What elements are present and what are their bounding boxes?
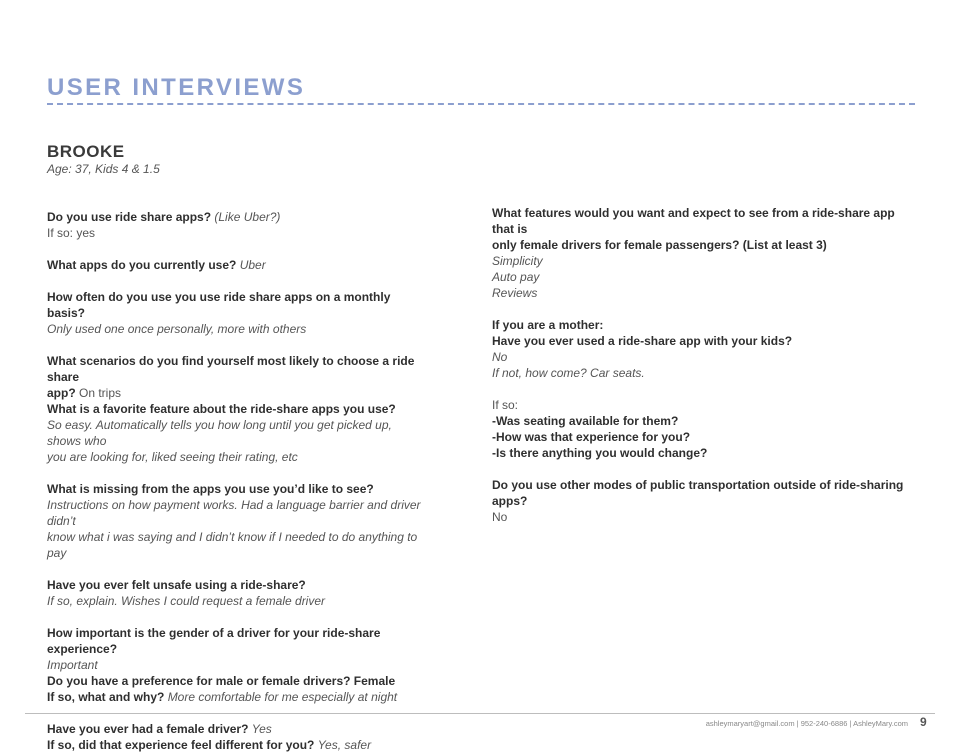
question-line — [47, 257, 427, 273]
answer-line: Instructions on how payment works. Had a language barrier and driver didn’t — [47, 498, 421, 528]
question-line: Have you ever used a ride-share app with your kids? — [492, 334, 793, 348]
footer-contact: ashleymaryart@gmail.com | 952-240-6886 | AshleyMary.com — [705, 719, 908, 728]
question-line: What is missing from the apps you use you’d like to see? — [47, 482, 374, 496]
answer-line: Auto pay — [492, 270, 540, 284]
answer-line: No — [492, 510, 508, 524]
question-text: If so, did that experience feel different for you? — [47, 738, 318, 752]
spacer — [47, 337, 427, 353]
title-divider — [47, 103, 915, 105]
answer-line: If so: yes — [47, 226, 96, 240]
page-number: 9 — [920, 715, 927, 729]
spacer — [47, 609, 427, 625]
question-line: How important is the gender of a driver for your ride-share experience? — [47, 626, 381, 656]
question-line — [47, 385, 427, 401]
question-line: If so: — [492, 398, 519, 412]
spacer — [492, 461, 907, 477]
answer-text: Yes, safer — [317, 738, 372, 752]
question-text: app? — [47, 386, 79, 400]
question-text: Have you ever had a female driver? — [47, 722, 252, 736]
answer-line: Only used one once personally, more with others — [47, 322, 307, 336]
answer-line: If so, explain. Wishes I could request a female driver — [47, 594, 326, 608]
answer-line: No — [492, 350, 508, 364]
page-title: USER INTERVIEWS — [47, 74, 306, 101]
spacer — [492, 301, 907, 317]
left-column — [47, 209, 427, 753]
spacer — [47, 241, 427, 257]
answer-text: More comfortable for me especially at night — [167, 690, 398, 704]
answer-line: know what i was saying and I didn’t know if I needed to do anything to pay — [47, 530, 418, 560]
question-note: (Like Uber?) — [214, 210, 281, 224]
interviewee-details: Age: 37, Kids 4 & 1.5 — [47, 162, 160, 176]
question-line: only female drivers for female passengers? (List at least 3) — [492, 238, 827, 252]
question-line — [47, 737, 427, 753]
spacer — [47, 561, 427, 577]
spacer — [47, 465, 427, 481]
footer-divider — [25, 713, 935, 714]
question-line: What scenarios do you find yourself most likely to choose a ride share — [47, 354, 415, 384]
answer-text: Uber — [239, 258, 266, 272]
question-line: If you are a mother: — [492, 318, 604, 332]
answer-line: Important — [47, 658, 98, 672]
question-line — [47, 721, 427, 737]
question-line: -How was that experience for you? — [492, 430, 691, 444]
question-line: -Is there anything you would change? — [492, 446, 708, 460]
answer-line: So easy. Automatically tells you how long until you get picked up, shows who — [47, 418, 392, 448]
question-line: -Was seating available for them? — [492, 414, 679, 428]
question-line: Do you have a preference for male or female drivers? Female — [47, 674, 396, 688]
question-line: How often do you use you use ride share apps on a monthly basis? — [47, 290, 391, 320]
answer-text: On trips — [79, 386, 122, 400]
question-text: If so, what and why? — [47, 690, 168, 704]
question-line: Have you ever felt unsafe using a ride-share? — [47, 578, 306, 592]
question-text: Do you use ride share apps? — [47, 210, 215, 224]
right-column — [492, 205, 907, 525]
question-text: What apps do you currently use? — [47, 258, 240, 272]
spacer — [47, 273, 427, 289]
question-line: What is a favorite feature about the ride-share apps you use? — [47, 402, 396, 416]
answer-text: Yes — [251, 722, 272, 736]
answer-line: you are looking for, liked seeing their rating, etc — [47, 450, 298, 464]
interviewee-name: BROOKE — [47, 142, 125, 161]
question-line: What features would you want and expect to see from a ride-share app that is — [492, 206, 895, 236]
question-line — [47, 209, 427, 225]
spacer — [492, 381, 907, 397]
answer-line: If not, how come? Car seats. — [492, 366, 645, 380]
answer-line: Reviews — [492, 286, 538, 300]
answer-line: Simplicity — [492, 254, 543, 268]
question-line — [47, 689, 427, 705]
question-line: Do you use other modes of public transportation outside of ride-sharing apps? — [492, 478, 904, 508]
